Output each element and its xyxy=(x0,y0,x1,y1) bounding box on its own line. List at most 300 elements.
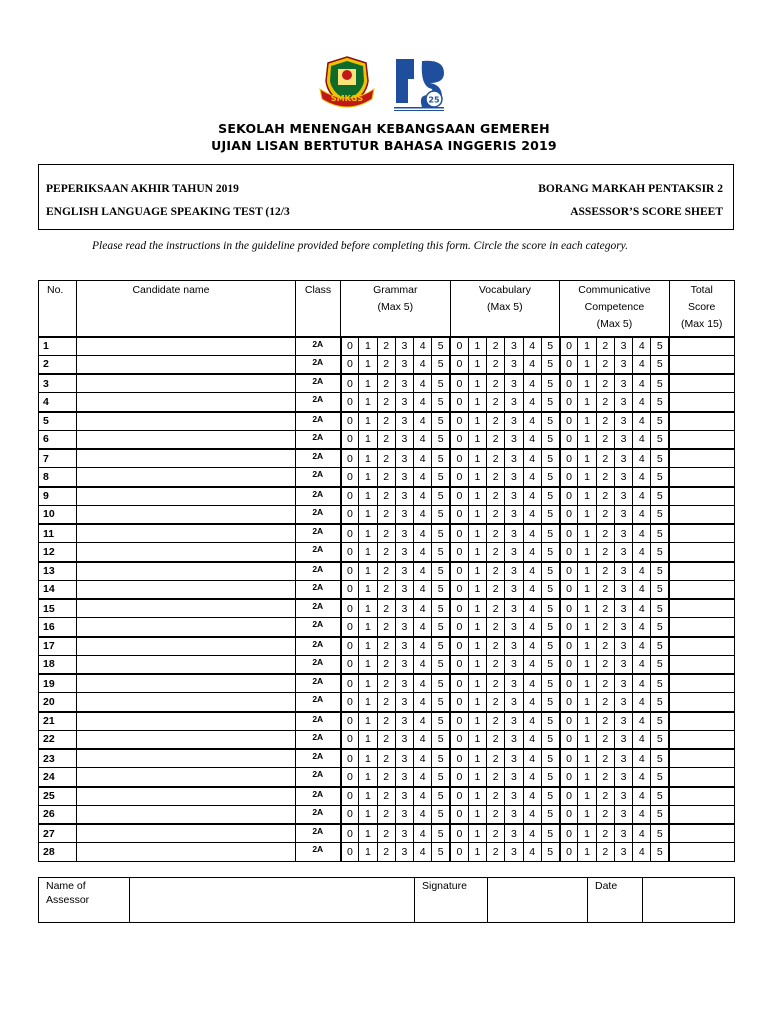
grammar-score-option[interactable]: 1 xyxy=(359,524,377,543)
candidate-name-cell[interactable] xyxy=(77,787,296,806)
vocabulary-score-option[interactable]: 1 xyxy=(468,580,486,599)
vocabulary-score-option[interactable]: 3 xyxy=(505,449,523,468)
grammar-score-option[interactable]: 3 xyxy=(395,768,413,787)
vocabulary-score-option[interactable]: 1 xyxy=(468,730,486,749)
grammar-score-option[interactable]: 4 xyxy=(414,374,432,393)
grammar-score-option[interactable]: 2 xyxy=(377,449,395,468)
communicative-score-option[interactable]: 3 xyxy=(614,393,632,412)
candidate-name-cell[interactable] xyxy=(77,824,296,843)
grammar-score-option[interactable]: 4 xyxy=(414,730,432,749)
communicative-score-option[interactable]: 1 xyxy=(578,749,596,768)
grammar-score-option[interactable]: 0 xyxy=(341,787,359,806)
grammar-score-option[interactable]: 0 xyxy=(341,843,359,862)
vocabulary-score-option[interactable]: 5 xyxy=(541,805,559,824)
communicative-score-option[interactable]: 4 xyxy=(633,712,651,731)
vocabulary-score-option[interactable]: 3 xyxy=(505,805,523,824)
grammar-score-option[interactable]: 1 xyxy=(359,805,377,824)
grammar-score-option[interactable]: 2 xyxy=(377,655,395,674)
vocabulary-score-option[interactable]: 3 xyxy=(505,768,523,787)
grammar-score-option[interactable]: 0 xyxy=(341,599,359,618)
communicative-score-option[interactable]: 4 xyxy=(633,543,651,562)
vocabulary-score-option[interactable]: 1 xyxy=(468,543,486,562)
vocabulary-score-option[interactable]: 2 xyxy=(487,599,505,618)
grammar-score-option[interactable]: 0 xyxy=(341,355,359,374)
candidate-name-cell[interactable] xyxy=(77,412,296,431)
vocabulary-score-option[interactable]: 0 xyxy=(450,787,468,806)
vocabulary-score-option[interactable]: 4 xyxy=(523,674,541,693)
communicative-score-option[interactable]: 3 xyxy=(614,693,632,712)
communicative-score-option[interactable]: 5 xyxy=(651,843,669,862)
vocabulary-score-option[interactable]: 4 xyxy=(523,524,541,543)
total-score-cell[interactable] xyxy=(669,674,734,693)
communicative-score-option[interactable]: 0 xyxy=(560,449,578,468)
communicative-score-option[interactable]: 0 xyxy=(560,674,578,693)
grammar-score-option[interactable]: 3 xyxy=(395,730,413,749)
communicative-score-option[interactable]: 1 xyxy=(578,599,596,618)
vocabulary-score-option[interactable]: 4 xyxy=(523,618,541,637)
total-score-cell[interactable] xyxy=(669,355,734,374)
communicative-score-option[interactable]: 2 xyxy=(596,543,614,562)
grammar-score-option[interactable]: 5 xyxy=(432,374,450,393)
vocabulary-score-option[interactable]: 4 xyxy=(523,562,541,581)
communicative-score-option[interactable]: 4 xyxy=(633,524,651,543)
vocabulary-score-option[interactable]: 2 xyxy=(487,524,505,543)
grammar-score-option[interactable]: 3 xyxy=(395,487,413,506)
communicative-score-option[interactable]: 1 xyxy=(578,730,596,749)
grammar-score-option[interactable]: 4 xyxy=(414,674,432,693)
vocabulary-score-option[interactable]: 2 xyxy=(487,730,505,749)
grammar-score-option[interactable]: 4 xyxy=(414,505,432,524)
grammar-score-option[interactable]: 1 xyxy=(359,449,377,468)
grammar-score-option[interactable]: 4 xyxy=(414,805,432,824)
communicative-score-option[interactable]: 2 xyxy=(596,599,614,618)
grammar-score-option[interactable]: 0 xyxy=(341,337,359,356)
communicative-score-option[interactable]: 1 xyxy=(578,524,596,543)
communicative-score-option[interactable]: 2 xyxy=(596,487,614,506)
signature-field[interactable] xyxy=(488,878,588,923)
communicative-score-option[interactable]: 5 xyxy=(651,768,669,787)
communicative-score-option[interactable]: 0 xyxy=(560,805,578,824)
vocabulary-score-option[interactable]: 0 xyxy=(450,824,468,843)
candidate-name-cell[interactable] xyxy=(77,524,296,543)
communicative-score-option[interactable]: 3 xyxy=(614,337,632,356)
vocabulary-score-option[interactable]: 0 xyxy=(450,430,468,449)
grammar-score-option[interactable]: 5 xyxy=(432,562,450,581)
vocabulary-score-option[interactable]: 4 xyxy=(523,355,541,374)
grammar-score-option[interactable]: 5 xyxy=(432,693,450,712)
communicative-score-option[interactable]: 5 xyxy=(651,374,669,393)
grammar-score-option[interactable]: 2 xyxy=(377,374,395,393)
grammar-score-option[interactable]: 0 xyxy=(341,412,359,431)
grammar-score-option[interactable]: 3 xyxy=(395,374,413,393)
grammar-score-option[interactable]: 1 xyxy=(359,468,377,487)
communicative-score-option[interactable]: 1 xyxy=(578,355,596,374)
grammar-score-option[interactable]: 0 xyxy=(341,430,359,449)
vocabulary-score-option[interactable]: 3 xyxy=(505,430,523,449)
total-score-cell[interactable] xyxy=(669,412,734,431)
communicative-score-option[interactable]: 4 xyxy=(633,412,651,431)
vocabulary-score-option[interactable]: 0 xyxy=(450,580,468,599)
communicative-score-option[interactable]: 2 xyxy=(596,655,614,674)
vocabulary-score-option[interactable]: 1 xyxy=(468,449,486,468)
grammar-score-option[interactable]: 1 xyxy=(359,712,377,731)
vocabulary-score-option[interactable]: 4 xyxy=(523,749,541,768)
grammar-score-option[interactable]: 1 xyxy=(359,749,377,768)
communicative-score-option[interactable]: 5 xyxy=(651,787,669,806)
vocabulary-score-option[interactable]: 5 xyxy=(541,505,559,524)
vocabulary-score-option[interactable]: 3 xyxy=(505,787,523,806)
vocabulary-score-option[interactable]: 0 xyxy=(450,562,468,581)
grammar-score-option[interactable]: 2 xyxy=(377,749,395,768)
communicative-score-option[interactable]: 2 xyxy=(596,562,614,581)
candidate-name-cell[interactable] xyxy=(77,487,296,506)
grammar-score-option[interactable]: 1 xyxy=(359,412,377,431)
vocabulary-score-option[interactable]: 0 xyxy=(450,337,468,356)
candidate-name-cell[interactable] xyxy=(77,543,296,562)
communicative-score-option[interactable]: 4 xyxy=(633,805,651,824)
vocabulary-score-option[interactable]: 5 xyxy=(541,524,559,543)
candidate-name-cell[interactable] xyxy=(77,768,296,787)
vocabulary-score-option[interactable]: 1 xyxy=(468,768,486,787)
grammar-score-option[interactable]: 5 xyxy=(432,712,450,731)
vocabulary-score-option[interactable]: 2 xyxy=(487,655,505,674)
grammar-score-option[interactable]: 2 xyxy=(377,393,395,412)
vocabulary-score-option[interactable]: 5 xyxy=(541,430,559,449)
vocabulary-score-option[interactable]: 0 xyxy=(450,693,468,712)
vocabulary-score-option[interactable]: 2 xyxy=(487,430,505,449)
grammar-score-option[interactable]: 3 xyxy=(395,655,413,674)
grammar-score-option[interactable]: 5 xyxy=(432,787,450,806)
total-score-cell[interactable] xyxy=(669,749,734,768)
vocabulary-score-option[interactable]: 4 xyxy=(523,599,541,618)
communicative-score-option[interactable]: 5 xyxy=(651,505,669,524)
vocabulary-score-option[interactable]: 1 xyxy=(468,393,486,412)
vocabulary-score-option[interactable]: 2 xyxy=(487,637,505,656)
vocabulary-score-option[interactable]: 1 xyxy=(468,562,486,581)
communicative-score-option[interactable]: 0 xyxy=(560,693,578,712)
grammar-score-option[interactable]: 4 xyxy=(414,749,432,768)
communicative-score-option[interactable]: 4 xyxy=(633,768,651,787)
grammar-score-option[interactable]: 5 xyxy=(432,749,450,768)
communicative-score-option[interactable]: 4 xyxy=(633,599,651,618)
total-score-cell[interactable] xyxy=(669,768,734,787)
grammar-score-option[interactable]: 0 xyxy=(341,655,359,674)
candidate-name-cell[interactable] xyxy=(77,655,296,674)
grammar-score-option[interactable]: 3 xyxy=(395,468,413,487)
communicative-score-option[interactable]: 5 xyxy=(651,805,669,824)
grammar-score-option[interactable]: 3 xyxy=(395,580,413,599)
vocabulary-score-option[interactable]: 4 xyxy=(523,505,541,524)
vocabulary-score-option[interactable]: 4 xyxy=(523,430,541,449)
grammar-score-option[interactable]: 3 xyxy=(395,712,413,731)
grammar-score-option[interactable]: 2 xyxy=(377,505,395,524)
total-score-cell[interactable] xyxy=(669,505,734,524)
grammar-score-option[interactable]: 2 xyxy=(377,562,395,581)
grammar-score-option[interactable]: 3 xyxy=(395,412,413,431)
vocabulary-score-option[interactable]: 2 xyxy=(487,468,505,487)
candidate-name-cell[interactable] xyxy=(77,805,296,824)
communicative-score-option[interactable]: 1 xyxy=(578,618,596,637)
date-field[interactable] xyxy=(643,878,735,923)
vocabulary-score-option[interactable]: 5 xyxy=(541,487,559,506)
communicative-score-option[interactable]: 2 xyxy=(596,730,614,749)
grammar-score-option[interactable]: 1 xyxy=(359,580,377,599)
grammar-score-option[interactable]: 2 xyxy=(377,787,395,806)
communicative-score-option[interactable]: 4 xyxy=(633,674,651,693)
communicative-score-option[interactable]: 3 xyxy=(614,674,632,693)
grammar-score-option[interactable]: 1 xyxy=(359,618,377,637)
grammar-score-option[interactable]: 5 xyxy=(432,355,450,374)
vocabulary-score-option[interactable]: 2 xyxy=(487,543,505,562)
communicative-score-option[interactable]: 2 xyxy=(596,393,614,412)
communicative-score-option[interactable]: 5 xyxy=(651,355,669,374)
communicative-score-option[interactable]: 5 xyxy=(651,430,669,449)
vocabulary-score-option[interactable]: 0 xyxy=(450,543,468,562)
communicative-score-option[interactable]: 0 xyxy=(560,562,578,581)
communicative-score-option[interactable]: 1 xyxy=(578,562,596,581)
grammar-score-option[interactable]: 1 xyxy=(359,768,377,787)
total-score-cell[interactable] xyxy=(669,655,734,674)
communicative-score-option[interactable]: 2 xyxy=(596,374,614,393)
vocabulary-score-option[interactable]: 2 xyxy=(487,487,505,506)
vocabulary-score-option[interactable]: 5 xyxy=(541,824,559,843)
communicative-score-option[interactable]: 4 xyxy=(633,430,651,449)
communicative-score-option[interactable]: 3 xyxy=(614,637,632,656)
vocabulary-score-option[interactable]: 4 xyxy=(523,787,541,806)
communicative-score-option[interactable]: 3 xyxy=(614,618,632,637)
vocabulary-score-option[interactable]: 0 xyxy=(450,393,468,412)
grammar-score-option[interactable]: 2 xyxy=(377,730,395,749)
vocabulary-score-option[interactable]: 4 xyxy=(523,393,541,412)
communicative-score-option[interactable]: 1 xyxy=(578,805,596,824)
vocabulary-score-option[interactable]: 3 xyxy=(505,824,523,843)
communicative-score-option[interactable]: 5 xyxy=(651,730,669,749)
communicative-score-option[interactable]: 0 xyxy=(560,730,578,749)
grammar-score-option[interactable]: 4 xyxy=(414,412,432,431)
grammar-score-option[interactable]: 5 xyxy=(432,337,450,356)
communicative-score-option[interactable]: 0 xyxy=(560,768,578,787)
communicative-score-option[interactable]: 3 xyxy=(614,655,632,674)
communicative-score-option[interactable]: 5 xyxy=(651,487,669,506)
vocabulary-score-option[interactable]: 5 xyxy=(541,749,559,768)
vocabulary-score-option[interactable]: 0 xyxy=(450,712,468,731)
grammar-score-option[interactable]: 3 xyxy=(395,562,413,581)
communicative-score-option[interactable]: 4 xyxy=(633,337,651,356)
communicative-score-option[interactable]: 1 xyxy=(578,412,596,431)
total-score-cell[interactable] xyxy=(669,449,734,468)
grammar-score-option[interactable]: 3 xyxy=(395,505,413,524)
communicative-score-option[interactable]: 2 xyxy=(596,712,614,731)
communicative-score-option[interactable]: 4 xyxy=(633,374,651,393)
grammar-score-option[interactable]: 2 xyxy=(377,693,395,712)
grammar-score-option[interactable]: 4 xyxy=(414,580,432,599)
communicative-score-option[interactable]: 0 xyxy=(560,843,578,862)
grammar-score-option[interactable]: 2 xyxy=(377,524,395,543)
vocabulary-score-option[interactable]: 1 xyxy=(468,787,486,806)
grammar-score-option[interactable]: 3 xyxy=(395,524,413,543)
grammar-score-option[interactable]: 4 xyxy=(414,712,432,731)
vocabulary-score-option[interactable]: 4 xyxy=(523,768,541,787)
vocabulary-score-option[interactable]: 5 xyxy=(541,393,559,412)
total-score-cell[interactable] xyxy=(669,468,734,487)
vocabulary-score-option[interactable]: 3 xyxy=(505,843,523,862)
communicative-score-option[interactable]: 4 xyxy=(633,355,651,374)
vocabulary-score-option[interactable]: 1 xyxy=(468,824,486,843)
communicative-score-option[interactable]: 3 xyxy=(614,580,632,599)
grammar-score-option[interactable]: 4 xyxy=(414,768,432,787)
communicative-score-option[interactable]: 1 xyxy=(578,487,596,506)
candidate-name-cell[interactable] xyxy=(77,749,296,768)
grammar-score-option[interactable]: 1 xyxy=(359,505,377,524)
vocabulary-score-option[interactable]: 5 xyxy=(541,355,559,374)
grammar-score-option[interactable]: 0 xyxy=(341,637,359,656)
vocabulary-score-option[interactable]: 3 xyxy=(505,580,523,599)
vocabulary-score-option[interactable]: 4 xyxy=(523,468,541,487)
grammar-score-option[interactable]: 3 xyxy=(395,637,413,656)
communicative-score-option[interactable]: 4 xyxy=(633,655,651,674)
vocabulary-score-option[interactable]: 2 xyxy=(487,712,505,731)
vocabulary-score-option[interactable]: 1 xyxy=(468,805,486,824)
vocabulary-score-option[interactable]: 2 xyxy=(487,337,505,356)
communicative-score-option[interactable]: 2 xyxy=(596,768,614,787)
vocabulary-score-option[interactable]: 4 xyxy=(523,824,541,843)
grammar-score-option[interactable]: 0 xyxy=(341,693,359,712)
total-score-cell[interactable] xyxy=(669,843,734,862)
grammar-score-option[interactable]: 0 xyxy=(341,712,359,731)
communicative-score-option[interactable]: 5 xyxy=(651,543,669,562)
communicative-score-option[interactable]: 1 xyxy=(578,843,596,862)
vocabulary-score-option[interactable]: 0 xyxy=(450,599,468,618)
vocabulary-score-option[interactable]: 3 xyxy=(505,412,523,431)
vocabulary-score-option[interactable]: 0 xyxy=(450,374,468,393)
vocabulary-score-option[interactable]: 2 xyxy=(487,787,505,806)
grammar-score-option[interactable]: 0 xyxy=(341,749,359,768)
communicative-score-option[interactable]: 4 xyxy=(633,505,651,524)
vocabulary-score-option[interactable]: 3 xyxy=(505,505,523,524)
communicative-score-option[interactable]: 0 xyxy=(560,637,578,656)
vocabulary-score-option[interactable]: 1 xyxy=(468,655,486,674)
grammar-score-option[interactable]: 4 xyxy=(414,393,432,412)
communicative-score-option[interactable]: 1 xyxy=(578,505,596,524)
communicative-score-option[interactable]: 3 xyxy=(614,412,632,431)
grammar-score-option[interactable]: 5 xyxy=(432,599,450,618)
communicative-score-option[interactable]: 5 xyxy=(651,693,669,712)
candidate-name-cell[interactable] xyxy=(77,618,296,637)
communicative-score-option[interactable]: 4 xyxy=(633,618,651,637)
communicative-score-option[interactable]: 1 xyxy=(578,824,596,843)
grammar-score-option[interactable]: 2 xyxy=(377,430,395,449)
communicative-score-option[interactable]: 0 xyxy=(560,412,578,431)
communicative-score-option[interactable]: 1 xyxy=(578,693,596,712)
vocabulary-score-option[interactable]: 3 xyxy=(505,730,523,749)
vocabulary-score-option[interactable]: 5 xyxy=(541,843,559,862)
grammar-score-option[interactable]: 0 xyxy=(341,393,359,412)
grammar-score-option[interactable]: 5 xyxy=(432,393,450,412)
grammar-score-option[interactable]: 2 xyxy=(377,805,395,824)
communicative-score-option[interactable]: 3 xyxy=(614,824,632,843)
communicative-score-option[interactable]: 2 xyxy=(596,805,614,824)
candidate-name-cell[interactable] xyxy=(77,730,296,749)
grammar-score-option[interactable]: 1 xyxy=(359,693,377,712)
communicative-score-option[interactable]: 0 xyxy=(560,655,578,674)
total-score-cell[interactable] xyxy=(669,374,734,393)
grammar-score-option[interactable]: 2 xyxy=(377,580,395,599)
grammar-score-option[interactable]: 4 xyxy=(414,599,432,618)
communicative-score-option[interactable]: 2 xyxy=(596,337,614,356)
vocabulary-score-option[interactable]: 0 xyxy=(450,355,468,374)
vocabulary-score-option[interactable]: 4 xyxy=(523,730,541,749)
communicative-score-option[interactable]: 4 xyxy=(633,580,651,599)
vocabulary-score-option[interactable]: 3 xyxy=(505,487,523,506)
communicative-score-option[interactable]: 0 xyxy=(560,374,578,393)
total-score-cell[interactable] xyxy=(669,730,734,749)
vocabulary-score-option[interactable]: 3 xyxy=(505,637,523,656)
grammar-score-option[interactable]: 0 xyxy=(341,768,359,787)
communicative-score-option[interactable]: 5 xyxy=(651,618,669,637)
grammar-score-option[interactable]: 4 xyxy=(414,524,432,543)
grammar-score-option[interactable]: 2 xyxy=(377,543,395,562)
total-score-cell[interactable] xyxy=(669,637,734,656)
candidate-name-cell[interactable] xyxy=(77,505,296,524)
communicative-score-option[interactable]: 2 xyxy=(596,843,614,862)
vocabulary-score-option[interactable]: 0 xyxy=(450,449,468,468)
vocabulary-score-option[interactable]: 2 xyxy=(487,693,505,712)
grammar-score-option[interactable]: 5 xyxy=(432,730,450,749)
communicative-score-option[interactable]: 4 xyxy=(633,637,651,656)
vocabulary-score-option[interactable]: 3 xyxy=(505,693,523,712)
communicative-score-option[interactable]: 3 xyxy=(614,805,632,824)
total-score-cell[interactable] xyxy=(669,712,734,731)
vocabulary-score-option[interactable]: 2 xyxy=(487,374,505,393)
grammar-score-option[interactable]: 4 xyxy=(414,787,432,806)
communicative-score-option[interactable]: 1 xyxy=(578,468,596,487)
vocabulary-score-option[interactable]: 3 xyxy=(505,337,523,356)
communicative-score-option[interactable]: 2 xyxy=(596,637,614,656)
vocabulary-score-option[interactable]: 5 xyxy=(541,768,559,787)
grammar-score-option[interactable]: 2 xyxy=(377,599,395,618)
total-score-cell[interactable] xyxy=(669,787,734,806)
grammar-score-option[interactable]: 2 xyxy=(377,824,395,843)
communicative-score-option[interactable]: 3 xyxy=(614,543,632,562)
vocabulary-score-option[interactable]: 2 xyxy=(487,843,505,862)
grammar-score-option[interactable]: 1 xyxy=(359,487,377,506)
vocabulary-score-option[interactable]: 5 xyxy=(541,655,559,674)
vocabulary-score-option[interactable]: 3 xyxy=(505,562,523,581)
communicative-score-option[interactable]: 5 xyxy=(651,674,669,693)
grammar-score-option[interactable]: 1 xyxy=(359,674,377,693)
vocabulary-score-option[interactable]: 5 xyxy=(541,712,559,731)
grammar-score-option[interactable]: 3 xyxy=(395,543,413,562)
grammar-score-option[interactable]: 1 xyxy=(359,637,377,656)
vocabulary-score-option[interactable]: 2 xyxy=(487,805,505,824)
communicative-score-option[interactable]: 4 xyxy=(633,562,651,581)
vocabulary-score-option[interactable]: 2 xyxy=(487,355,505,374)
vocabulary-score-option[interactable]: 1 xyxy=(468,749,486,768)
communicative-score-option[interactable]: 3 xyxy=(614,712,632,731)
vocabulary-score-option[interactable]: 0 xyxy=(450,674,468,693)
communicative-score-option[interactable]: 0 xyxy=(560,524,578,543)
vocabulary-score-option[interactable]: 0 xyxy=(450,730,468,749)
vocabulary-score-option[interactable]: 5 xyxy=(541,787,559,806)
grammar-score-option[interactable]: 5 xyxy=(432,805,450,824)
communicative-score-option[interactable]: 3 xyxy=(614,843,632,862)
grammar-score-option[interactable]: 4 xyxy=(414,337,432,356)
grammar-score-option[interactable]: 3 xyxy=(395,355,413,374)
vocabulary-score-option[interactable]: 1 xyxy=(468,468,486,487)
grammar-score-option[interactable]: 4 xyxy=(414,618,432,637)
vocabulary-score-option[interactable]: 2 xyxy=(487,674,505,693)
grammar-score-option[interactable]: 4 xyxy=(414,468,432,487)
